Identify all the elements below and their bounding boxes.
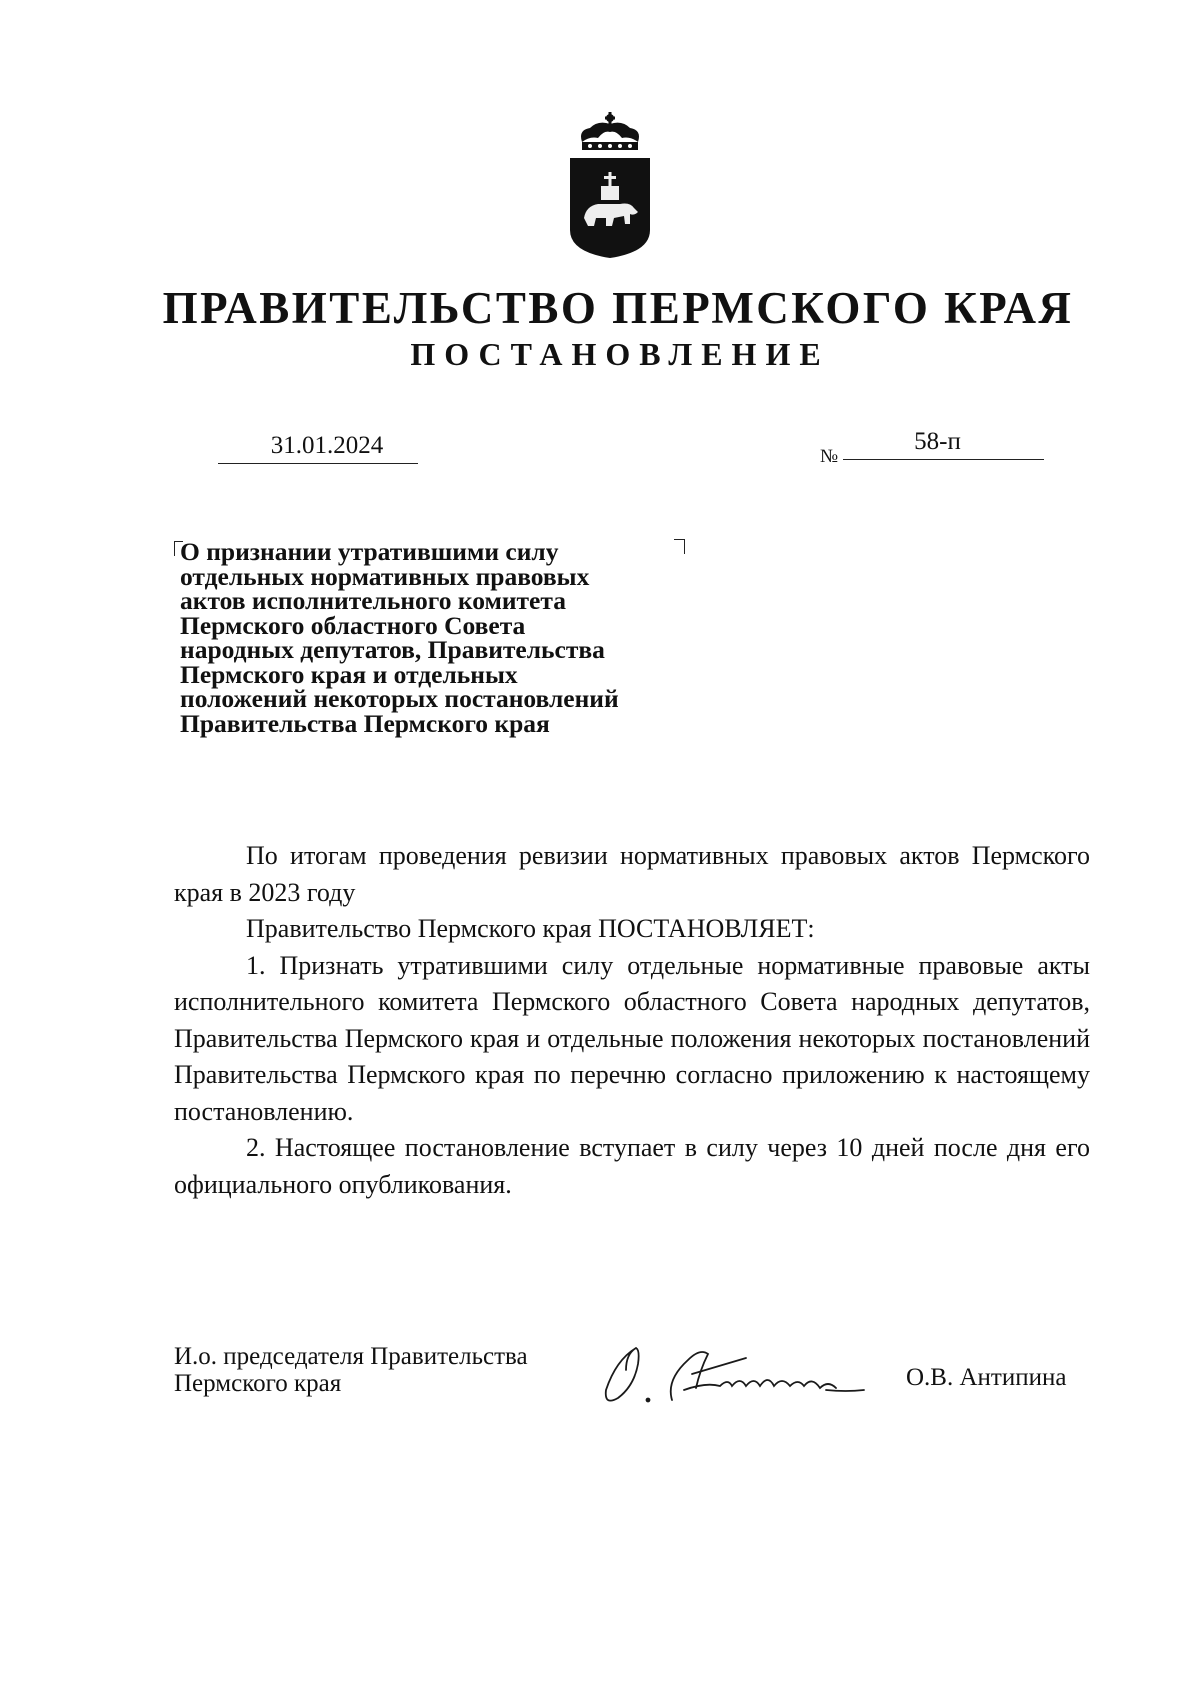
subject-line: отдельных нормативных правовых bbox=[180, 561, 590, 591]
document-subject bbox=[180, 537, 700, 738]
subject-line: Правительства Пермского края bbox=[180, 708, 550, 738]
government-title: ПРАВИТЕЛЬСТВО ПЕРМСКОГО КРАЯ bbox=[162, 283, 1074, 333]
resolves-paragraph: Правительство Пермского края ПОСТАНОВЛЯЕТ: bbox=[246, 914, 815, 943]
signatory-name: О.В. Антипина bbox=[906, 1364, 1067, 1391]
clause-1-paragraph: 1. Признать утратившими силу отдельные нормативные правовые акты исполнительного комитета Пермского областного Совета народных депутатов, Правительства Пермского края и отдельные положения некоторых постановлений Правительства Пермского края по перечню согласно приложению к настоящему постановлению. bbox=[174, 950, 1090, 1126]
document-type: ПОСТАНОВЛЕНИЕ bbox=[410, 336, 830, 372]
signatory-position bbox=[174, 1343, 528, 1397]
subject-line: актов исполнительного комитета bbox=[180, 586, 566, 615]
position-line: И.о. председателя Правительства bbox=[174, 1343, 528, 1370]
coat-of-arms-emblem bbox=[568, 112, 652, 262]
document-date: 31.01.2024 bbox=[218, 429, 418, 464]
handwritten-signature bbox=[596, 1330, 912, 1410]
position-line: Пермского края bbox=[174, 1370, 342, 1397]
subject-line: О признании утратившими силу bbox=[180, 537, 559, 566]
number-label: № bbox=[820, 446, 839, 467]
subject-line: положений некоторых постановлений bbox=[180, 684, 619, 713]
preamble-paragraph: По итогам проведения ревизии нормативных правовых актов Пермского края в 2023 году bbox=[174, 841, 1090, 907]
clause-2-paragraph: 2. Настоящее постановление вступает в силу через 10 дней после дня его официального опубликования. bbox=[174, 1133, 1090, 1199]
subject-line: народных депутатов, Правительства bbox=[180, 635, 605, 664]
document-number: 58-п bbox=[843, 425, 1044, 460]
subject-line: Пермского края и отдельных bbox=[180, 659, 518, 689]
document-body bbox=[174, 838, 1090, 1203]
subject-line: Пермского областного Совета bbox=[180, 610, 526, 640]
